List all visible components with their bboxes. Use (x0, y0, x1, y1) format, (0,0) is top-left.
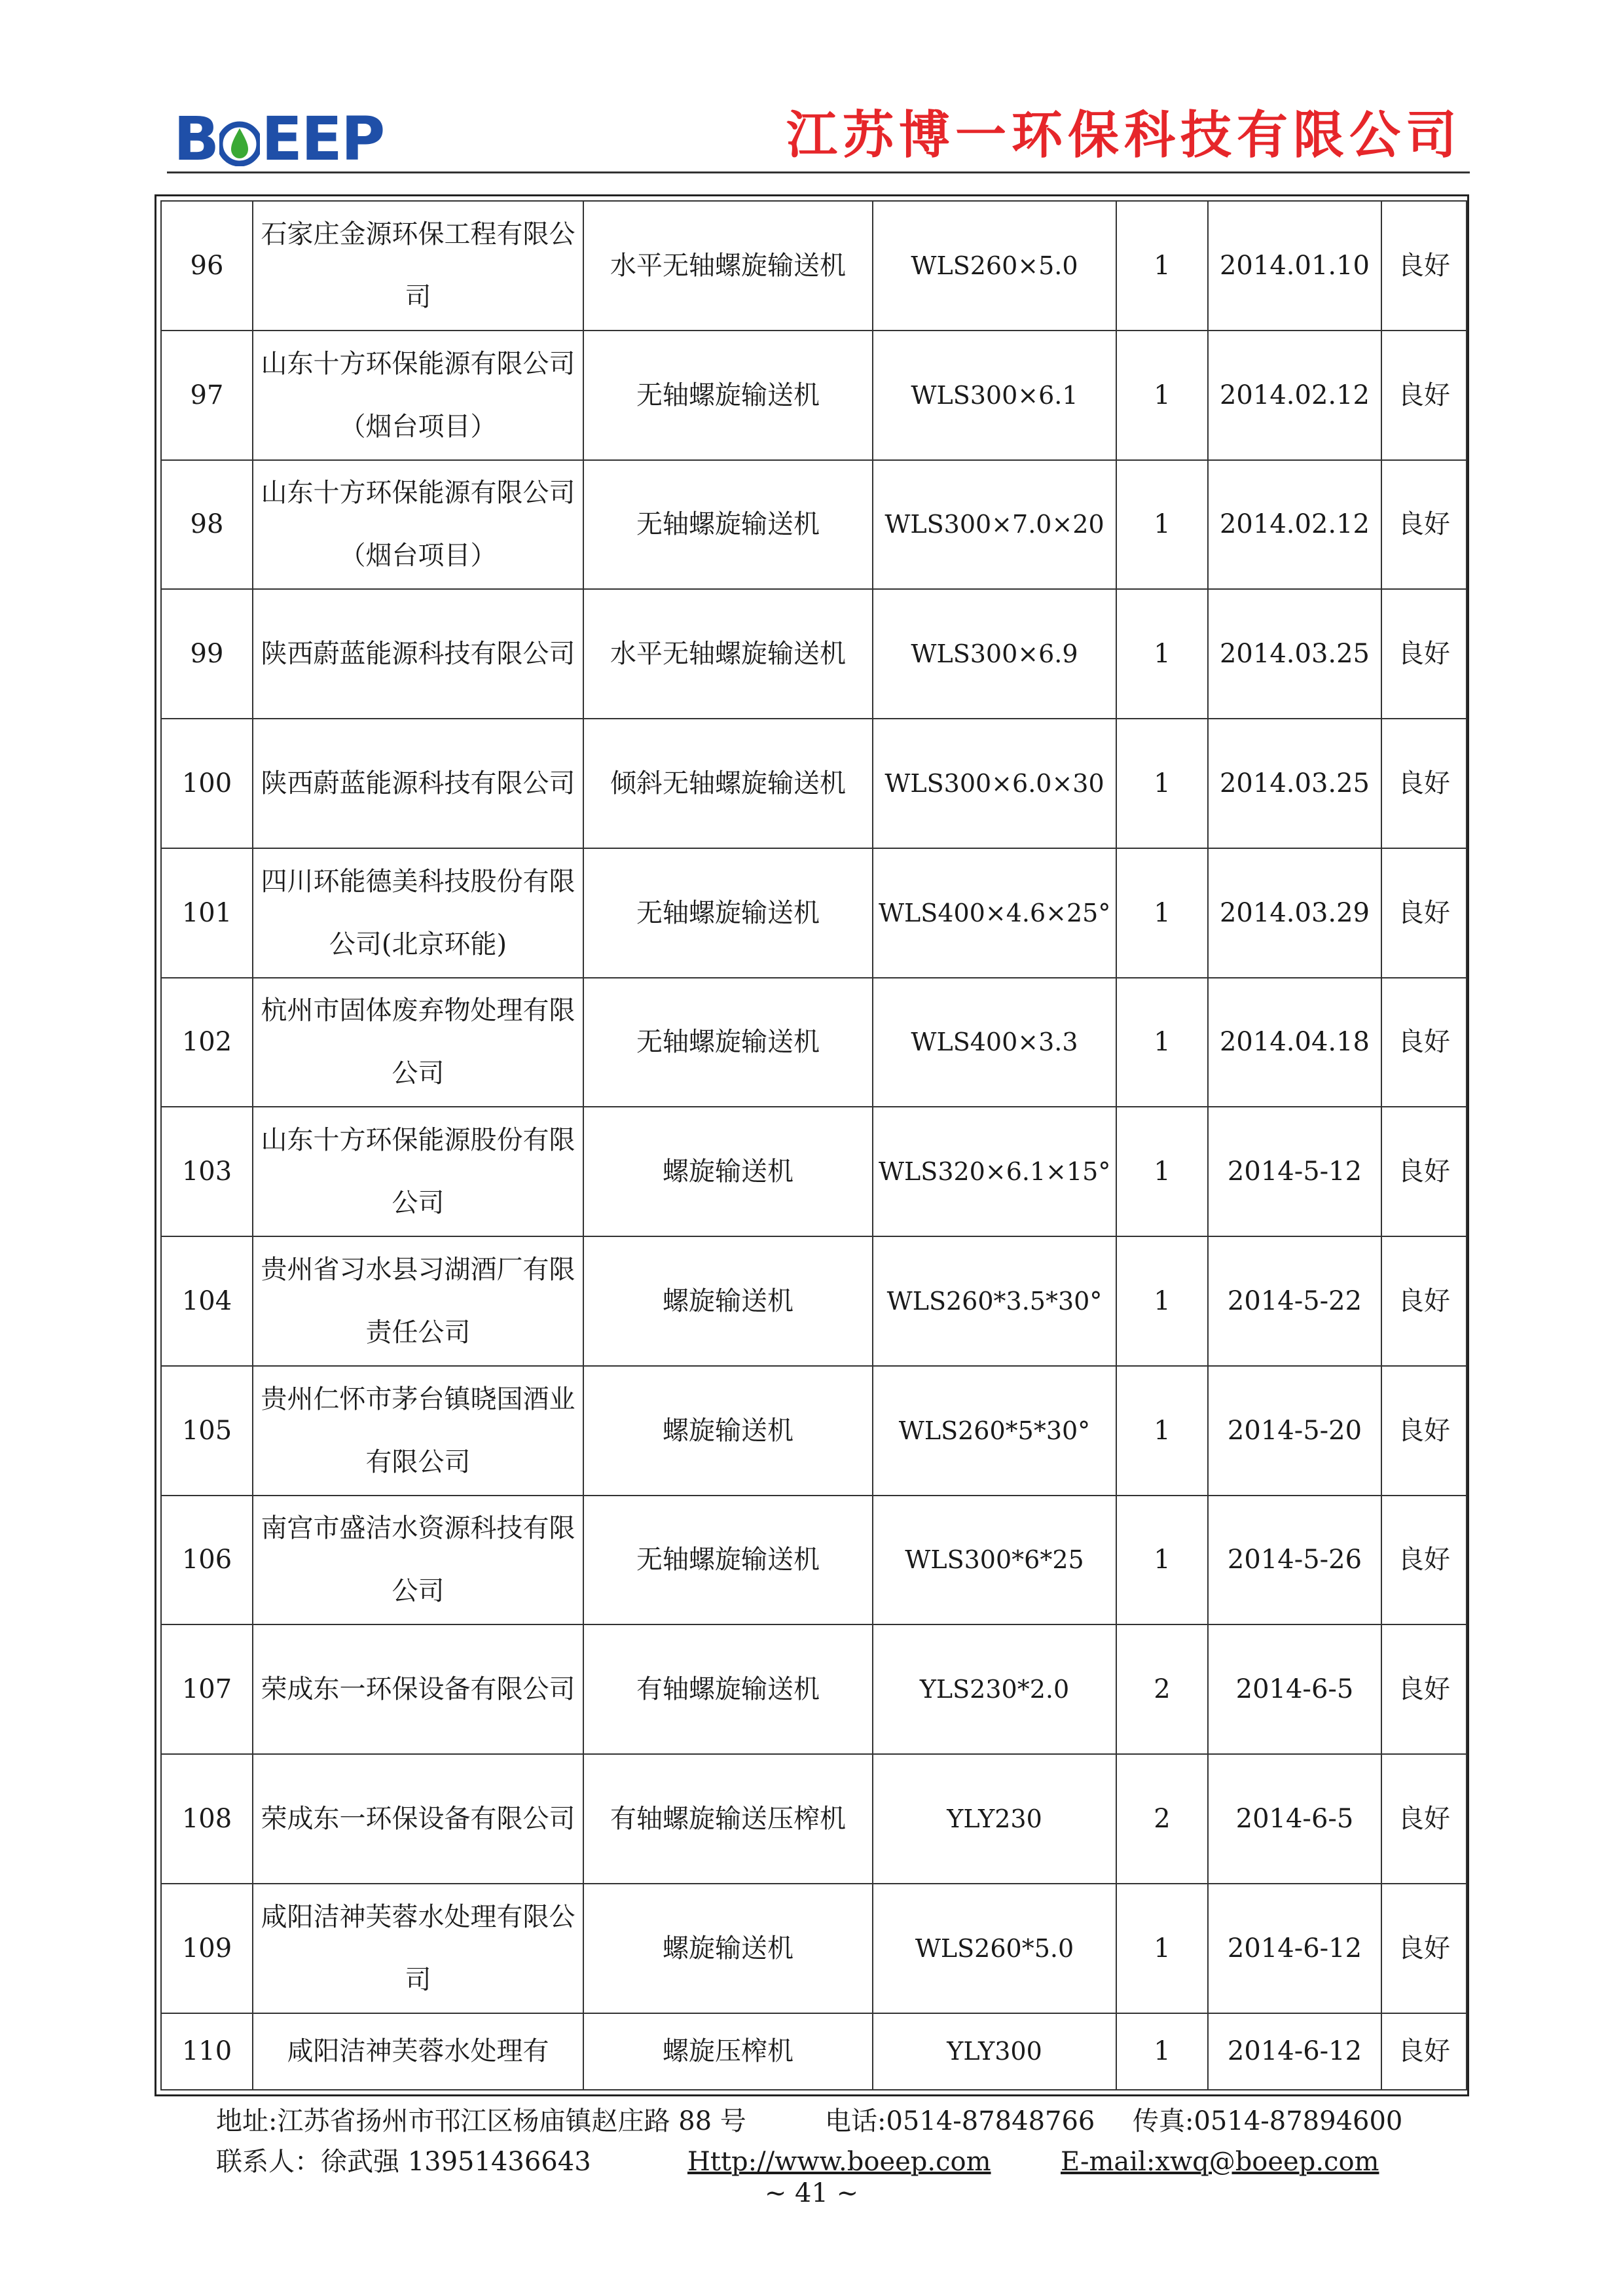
cell-company: 咸阳洁神芙蓉水处理有 (253, 2013, 583, 2090)
cell-company: 陕西蔚蓝能源科技有限公司 (253, 719, 583, 848)
cell-model: WLS300*6*25 (873, 1496, 1116, 1625)
cell-quantity: 1 (1116, 1496, 1208, 1625)
cell-number: 105 (161, 1366, 253, 1496)
cell-company: 贵州仁怀市茅台镇晓国酒业有限公司 (253, 1366, 583, 1496)
cell-quantity: 1 (1116, 331, 1208, 460)
footer-address: 地址:江苏省扬州市邗江区杨庙镇赵庄路 88 号 (216, 2106, 746, 2136)
project-records-table (160, 200, 1467, 2090)
cell-equipment-name: 倾斜无轴螺旋输送机 (583, 719, 873, 848)
cell-equipment-name: 水平无轴螺旋输送机 (583, 589, 873, 719)
company-name: 江苏博一环保科技有限公司 (786, 106, 1462, 165)
cell-model: WLS300×6.1 (873, 331, 1116, 460)
header-divider (167, 171, 1470, 173)
cell-company: 杭州市固体废弃物处理有限公司 (253, 978, 583, 1107)
cell-number: 99 (161, 589, 253, 719)
cell-equipment-name: 螺旋输送机 (583, 1236, 873, 1366)
cell-date: 2014-5-12 (1208, 1107, 1381, 1236)
cell-company: 陕西蔚蓝能源科技有限公司 (253, 589, 583, 719)
cell-status: 良好 (1381, 201, 1467, 331)
cell-company: 山东十方环保能源有限公司（烟台项目） (253, 331, 583, 460)
cell-equipment-name: 无轴螺旋输送机 (583, 848, 873, 978)
cell-date: 2014-6-12 (1208, 1884, 1381, 2013)
cell-number: 101 (161, 848, 253, 978)
cell-model: WLS260×5.0 (873, 201, 1116, 331)
cell-model: WLS300×7.0×20 (873, 460, 1116, 590)
cell-status: 良好 (1381, 978, 1467, 1107)
cell-number: 109 (161, 1884, 253, 2013)
cell-quantity: 1 (1116, 2013, 1208, 2090)
cell-status: 良好 (1381, 2013, 1467, 2090)
records-table-frame (155, 194, 1469, 2096)
cell-model: WLS400×3.3 (873, 978, 1116, 1107)
cell-date: 2014.03.25 (1208, 719, 1381, 848)
table-row (161, 201, 1467, 331)
cell-date: 2014.03.25 (1208, 589, 1381, 719)
cell-company: 山东十方环保能源股份有限公司 (253, 1107, 583, 1236)
cell-number: 102 (161, 978, 253, 1107)
cell-equipment-name: 无轴螺旋输送机 (583, 331, 873, 460)
cell-equipment-name: 螺旋压榨机 (583, 2013, 873, 2090)
cell-date: 2014.02.12 (1208, 331, 1381, 460)
cell-equipment-name: 螺旋输送机 (583, 1107, 873, 1236)
cell-status: 良好 (1381, 1236, 1467, 1366)
cell-quantity: 1 (1116, 719, 1208, 848)
cell-date: 2014-6-5 (1208, 1624, 1381, 1754)
footer-email-link[interactable]: E-mail:xwq@boeep.com (1061, 2147, 1379, 2177)
table-row (161, 719, 1467, 848)
cell-quantity: 2 (1116, 1624, 1208, 1754)
footer-contact: 联系人：徐武强 13951436643 (216, 2147, 591, 2177)
cell-status: 良好 (1381, 1107, 1467, 1236)
cell-status: 良好 (1381, 848, 1467, 978)
cell-status: 良好 (1381, 589, 1467, 719)
cell-equipment-name: 螺旋输送机 (583, 1884, 873, 2013)
cell-number: 110 (161, 2013, 253, 2090)
cell-company: 咸阳洁神芙蓉水处理有限公司 (253, 1884, 583, 2013)
cell-number: 106 (161, 1496, 253, 1625)
cell-model: WLS260*5*30° (873, 1366, 1116, 1496)
cell-status: 良好 (1381, 1624, 1467, 1754)
cell-model: YLY230 (873, 1754, 1116, 1884)
cell-equipment-name: 水平无轴螺旋输送机 (583, 201, 873, 331)
cell-model: WLS320×6.1×15° (873, 1107, 1116, 1236)
cell-status: 良好 (1381, 1884, 1467, 2013)
logo-letter-b: B (173, 103, 219, 174)
footer-line-contact (216, 2142, 1460, 2182)
cell-model: WLS300×6.0×30 (873, 719, 1116, 848)
cell-quantity: 1 (1116, 201, 1208, 331)
cell-status: 良好 (1381, 719, 1467, 848)
table-row (161, 2013, 1467, 2090)
table-row (161, 460, 1467, 590)
table-row (161, 978, 1467, 1107)
cell-quantity: 1 (1116, 589, 1208, 719)
cell-date: 2014-6-12 (1208, 2013, 1381, 2090)
footer-line-address (216, 2101, 1460, 2142)
cell-quantity: 1 (1116, 1366, 1208, 1496)
cell-quantity: 1 (1116, 1884, 1208, 2013)
table-row (161, 1366, 1467, 1496)
page-footer (216, 2101, 1460, 2182)
cell-number: 98 (161, 460, 253, 590)
cell-date: 2014.02.12 (1208, 460, 1381, 590)
cell-status: 良好 (1381, 460, 1467, 590)
cell-quantity: 1 (1116, 460, 1208, 590)
cell-number: 96 (161, 201, 253, 331)
cell-model: WLS400×4.6×25° (873, 848, 1116, 978)
cell-status: 良好 (1381, 331, 1467, 460)
cell-equipment-name: 螺旋输送机 (583, 1366, 873, 1496)
table-row (161, 1236, 1467, 1366)
table-row (161, 331, 1467, 460)
cell-equipment-name: 无轴螺旋输送机 (583, 978, 873, 1107)
cell-equipment-name: 有轴螺旋输送压榨机 (583, 1754, 873, 1884)
cell-date: 2014-6-5 (1208, 1754, 1381, 1884)
cell-number: 108 (161, 1754, 253, 1884)
cell-company: 石家庄金源环保工程有限公司 (253, 201, 583, 331)
cell-date: 2014-5-20 (1208, 1366, 1381, 1496)
table-row (161, 589, 1467, 719)
page-number: ~ 41 ~ (764, 2178, 859, 2208)
table-body (161, 201, 1467, 2090)
table-row (161, 1884, 1467, 2013)
page-header (167, 103, 1470, 174)
table-row (161, 1107, 1467, 1236)
cell-date: 2014-5-26 (1208, 1496, 1381, 1625)
cell-number: 107 (161, 1624, 253, 1754)
cell-quantity: 2 (1116, 1754, 1208, 1884)
cell-date: 2014.04.18 (1208, 978, 1381, 1107)
cell-number: 104 (161, 1236, 253, 1366)
cell-date: 2014.03.29 (1208, 848, 1381, 978)
cell-quantity: 1 (1116, 978, 1208, 1107)
cell-quantity: 1 (1116, 1236, 1208, 1366)
cell-quantity: 1 (1116, 1107, 1208, 1236)
cell-equipment-name: 无轴螺旋输送机 (583, 460, 873, 590)
table-row (161, 848, 1467, 978)
cell-company: 荣成东一环保设备有限公司 (253, 1624, 583, 1754)
cell-date: 2014-5-22 (1208, 1236, 1381, 1366)
cell-model: WLS300×6.9 (873, 589, 1116, 719)
cell-status: 良好 (1381, 1366, 1467, 1496)
table-row (161, 1496, 1467, 1625)
cell-date: 2014.01.10 (1208, 201, 1381, 331)
footer-fax: 传真:0514-87894600 (1133, 2106, 1403, 2136)
boeep-logo (173, 103, 384, 174)
table-row (161, 1754, 1467, 1884)
cell-model: YLY300 (873, 2013, 1116, 2090)
cell-status: 良好 (1381, 1496, 1467, 1625)
cell-company: 山东十方环保能源有限公司（烟台项目） (253, 460, 583, 590)
logo-letters-eep: EEP (261, 103, 384, 174)
cell-equipment-name: 有轴螺旋输送机 (583, 1624, 873, 1754)
cell-company: 南宫市盛洁水资源科技有限公司 (253, 1496, 583, 1625)
water-drop-icon (219, 116, 260, 163)
cell-equipment-name: 无轴螺旋输送机 (583, 1496, 873, 1625)
cell-number: 103 (161, 1107, 253, 1236)
cell-company: 贵州省习水县习湖酒厂有限责任公司 (253, 1236, 583, 1366)
cell-model: WLS260*5.0 (873, 1884, 1116, 2013)
cell-number: 100 (161, 719, 253, 848)
cell-status: 良好 (1381, 1754, 1467, 1884)
cell-quantity: 1 (1116, 848, 1208, 978)
footer-phone: 电话:0514-87848766 (825, 2106, 1095, 2136)
cell-number: 97 (161, 331, 253, 460)
table-row (161, 1624, 1467, 1754)
footer-website-link[interactable]: Http://www.boeep.com (687, 2147, 991, 2177)
cell-model: YLS230*2.0 (873, 1624, 1116, 1754)
cell-company: 四川环能德美科技股份有限公司(北京环能) (253, 848, 583, 978)
cell-company: 荣成东一环保设备有限公司 (253, 1754, 583, 1884)
cell-model: WLS260*3.5*30° (873, 1236, 1116, 1366)
